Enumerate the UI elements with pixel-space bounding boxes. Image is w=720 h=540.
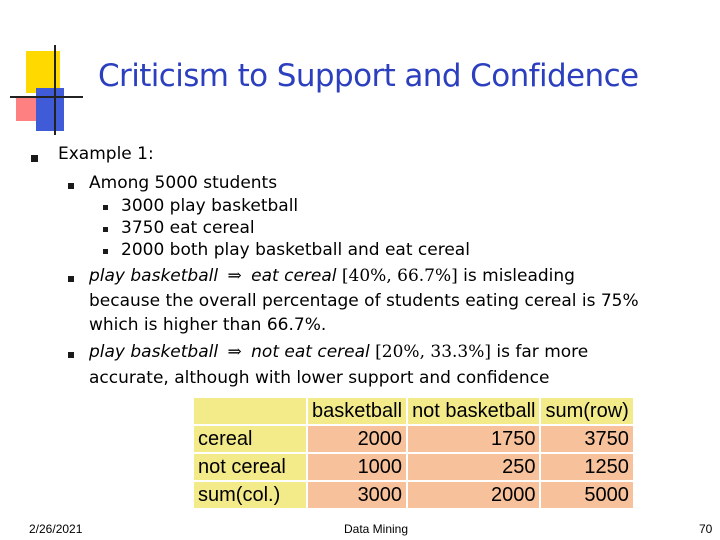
bullet-icon [68, 183, 74, 189]
column-header: basketball [307, 397, 407, 425]
table-corner [193, 397, 307, 425]
table-cell: 1000 [307, 453, 407, 481]
table-cell: 5000 [540, 481, 633, 509]
rule2-tail: is far more [496, 342, 589, 362]
sub-item: 3000 play basketball [121, 196, 299, 216]
bullet-icon [103, 249, 108, 254]
rule2-lhs: play basketball [89, 342, 219, 362]
rule1-lhs: play basketball [89, 266, 219, 286]
table-cell: 1250 [540, 453, 633, 481]
table-cell: 3000 [307, 481, 407, 509]
rule1-rhs: eat cereal [251, 266, 337, 286]
implies-icon: ⇒ [227, 342, 242, 362]
rule1-tail: is misleading [463, 266, 575, 286]
rule2-line2: accurate, although with lower support and confidence [89, 368, 550, 388]
table-cell: 1750 [407, 425, 540, 453]
row-label: cereal [193, 425, 307, 453]
table-header-row [193, 397, 634, 425]
rule1-line2: because the overall percentage of students eating cereal is 75% [89, 291, 639, 311]
implies-icon: ⇒ [227, 266, 242, 286]
table-cell: 250 [407, 453, 540, 481]
table-cell: 2000 [307, 425, 407, 453]
column-header: sum(row) [540, 397, 633, 425]
footer-date: 2/26/2021 [29, 522, 83, 536]
footer-center: Data Mining [344, 522, 409, 536]
contingency-table [192, 396, 635, 510]
bullet-icon [103, 227, 108, 232]
table-cell: 3750 [540, 425, 633, 453]
table-row [193, 481, 634, 509]
sub-item: 2000 both play basketball and eat cereal [121, 240, 470, 260]
table-cell: 2000 [407, 481, 540, 509]
rule2-metrics: [20%, 33.3%] [369, 342, 497, 362]
table-row [193, 453, 634, 481]
column-header: not basketball [407, 397, 540, 425]
footer-page-number: 70 [699, 522, 713, 536]
rule1-line1 [89, 265, 575, 287]
bullet-icon [103, 205, 108, 210]
bullet-icon [31, 155, 38, 162]
example-label: Example 1: [58, 144, 154, 164]
table-row [193, 425, 634, 453]
row-label: sum(col.) [193, 481, 307, 509]
row-label: not cereal [193, 453, 307, 481]
slide-title: Criticism to Support and Confidence [98, 58, 639, 94]
sub-item: 3750 eat cereal [121, 218, 255, 238]
rule2-line1 [89, 341, 588, 363]
rule1-metrics: [40%, 66.7%] [336, 266, 464, 286]
rule2-rhs: not eat cereal [251, 342, 370, 362]
bullet-icon [68, 352, 74, 358]
among-text: Among 5000 students [89, 173, 278, 193]
bullet-icon [68, 276, 74, 282]
rule1-line3: which is higher than 66.7%. [89, 315, 327, 335]
